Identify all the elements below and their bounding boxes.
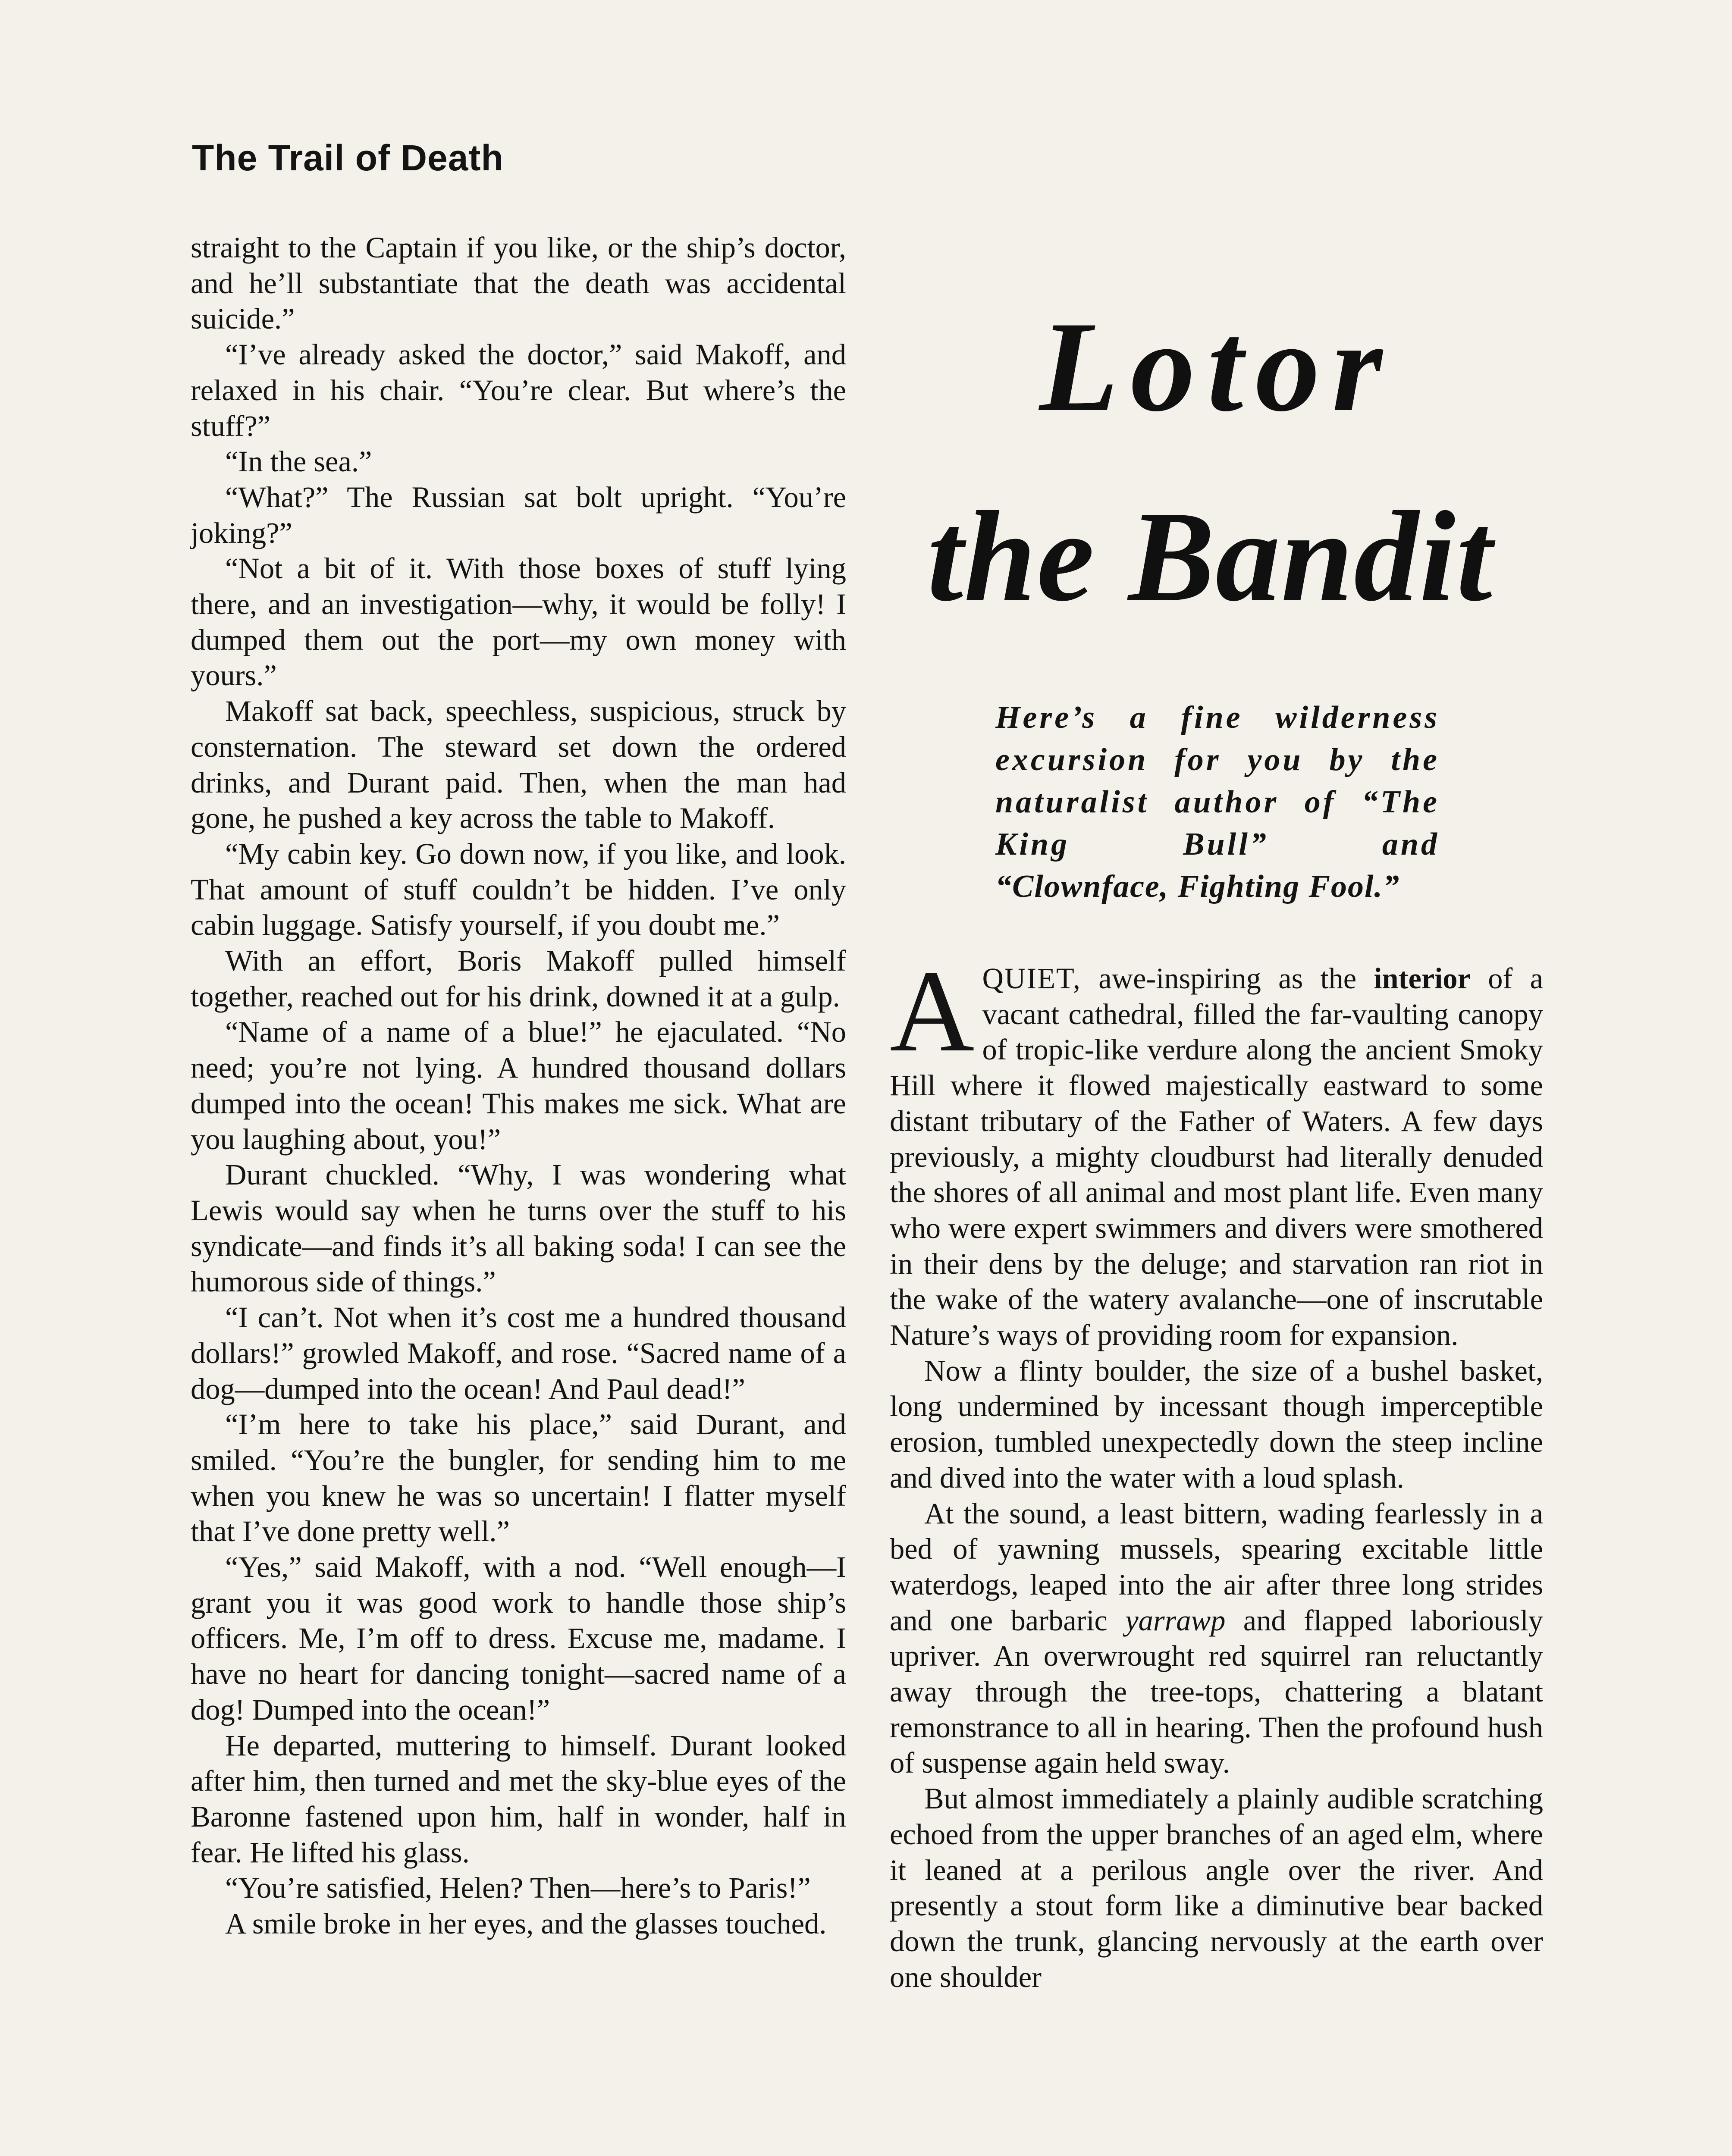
- paragraph: “Yes,” said Makoff, with a nod. “Well enough—I grant you it was good work to handle those ship’s officers. Me, I’m off to dress. Excuse me, madame. I have no heart for dancing tonight—sacred name of a dog! Dumped into the ocean!”: [191, 1551, 846, 1726]
- opening-paragraph: [890, 946, 1543, 1353]
- paragraph: Makoff sat back, speechless, suspicious, struck by consternation. The steward set down the ordered drinks, and Durant paid. Then, when the man had gone, he pushed a key across the table to Makoff.: [191, 695, 846, 835]
- paragraph: straight to the Captain if you like, or the ship’s doctor, and he’ll substantiate that the death was accidental suicide.”: [191, 231, 846, 335]
- paragraph: “I’ve already asked the doctor,” said Makoff, and relaxed in his chair. “You’re clear. But where’s the stuff?”: [191, 338, 846, 442]
- opening-text: awe-inspiring as the: [1081, 962, 1374, 995]
- paragraph: Durant chuckled. “Why, I was wondering what Lewis would say when he turns over the stuff to his syndicate—and finds it’s all baking soda! I can see the humorous side of things.”: [191, 1158, 846, 1298]
- paragraph: “My cabin key. Go down now, if you like, and look. That amount of stuff couldn’t be hidden. I’ve only cabin luggage. Satisfy yourself, if you doubt me.”: [191, 837, 846, 942]
- paragraph: “I can’t. Not when it’s cost me a hundred thousand dollars!” growled Makoff, and rose. “Sacred name of a dog—dumped into the ocean! And Paul dead!”: [191, 1301, 846, 1405]
- opening-text: of a vacant cathedral, filled the far-vaulting canopy of tropic-like verdure along the ancient Smoky Hill where it flowed majestically eastward to some distant tributary of the Father of Waters. A few days previously, a mighty cloudburst had literally denuded the shores of all animal and most plant life. Even many who were expert swimmers and divers were smothered in their dens by the deluge; and starvation ran riot in the wake of the watery avalanche—one of inscrutable Nature’s ways of providing room for expansion.: [890, 962, 1543, 1352]
- deck-line: “Clownface, Fighting Fool.”: [995, 869, 1400, 904]
- opening-bold-word: interior: [1374, 962, 1471, 995]
- paragraph: “What?” The Russian sat bolt upright. “You’re joking?”: [191, 480, 846, 549]
- story-title-line-1: Lotor: [1039, 295, 1395, 438]
- paragraph: [890, 1496, 1543, 1781]
- paragraph-text: and flapped laboriously upriver. An overwrought red squirrel ran reluctantly away through the tree-tops, chattering a blatant remonstrance to all in hearing. Then the profound hush of suspense again held sway.: [890, 1604, 1543, 1780]
- paragraph: A smile broke in her eyes, and the glasses touched.: [225, 1907, 827, 1940]
- story-deck: [995, 696, 1440, 908]
- right-column: [890, 946, 1543, 1995]
- deck-line: excursion for you by: [995, 742, 1365, 777]
- deck-line: “The King Bull” and: [995, 784, 1440, 862]
- paragraph: He departed, muttering to himself. Durant looked after him, then turned and met the sky-blue eyes of the Baronne fastened upon him, half in wonder, half in fear. He lifted his glass.: [191, 1729, 846, 1869]
- left-column: [191, 230, 846, 1942]
- running-head: The Trail of Death: [192, 138, 504, 178]
- paragraph: “I’m here to take his place,” said Durant, and smiled. “You’re the bungler, for sending him to me when you knew he was so uncertain! I flatter myself that I’ve done pretty well.”: [191, 1408, 846, 1548]
- paragraph: “Name of a name of a blue!” he ejaculated. “No need; you’re not lying. A hundred thousand dollars dumped into the ocean! This makes me sick. What are you laughing about, you!”: [191, 1015, 846, 1156]
- story-title-line-2: the Bandit: [927, 485, 1493, 628]
- story-title: [927, 295, 1574, 628]
- paragraph: “You’re satisfied, Helen? Then—here’s to Paris!”: [225, 1871, 811, 1905]
- paragraph: “In the sea.”: [225, 445, 372, 478]
- paragraph: With an effort, Boris Makoff pulled himself together, reached out for his drink, downed it at a gulp.: [191, 944, 846, 1013]
- opening-word: QUIET,: [982, 962, 1081, 995]
- paragraph-text: At the sound, a least bittern, wading fearlessly in a bed of yawning mussels, spearing excitable little waterdogs, leaped into the air after three long strides and one barbaric: [890, 1497, 1543, 1637]
- drop-cap: A: [890, 946, 975, 1076]
- deck-line: Here’s a fine wilderness: [995, 700, 1440, 735]
- paragraph: “Not a bit of it. With those boxes of stuff lying there, and an investigation—why, it would be folly! I dumped them out the port—my own money with yours.”: [191, 552, 846, 692]
- deck-line: the naturalist author of: [995, 742, 1440, 820]
- italic-word: yarrawp: [1125, 1604, 1226, 1637]
- paragraph: But almost immediately a plainly audible scratching echoed from the upper branches of an aged elm, where it leaned at a perilous angle over the river. And presently a stout form like a diminutive bear backed down the trunk, glancing nervously at the earth over one shoulder: [890, 1782, 1543, 1993]
- paragraph: Now a flinty boulder, the size of a bushel basket, long undermined by incessant though imperceptible erosion, tumbled unexpectedly down the steep incline and dived into the water with a loud splash.: [890, 1354, 1543, 1494]
